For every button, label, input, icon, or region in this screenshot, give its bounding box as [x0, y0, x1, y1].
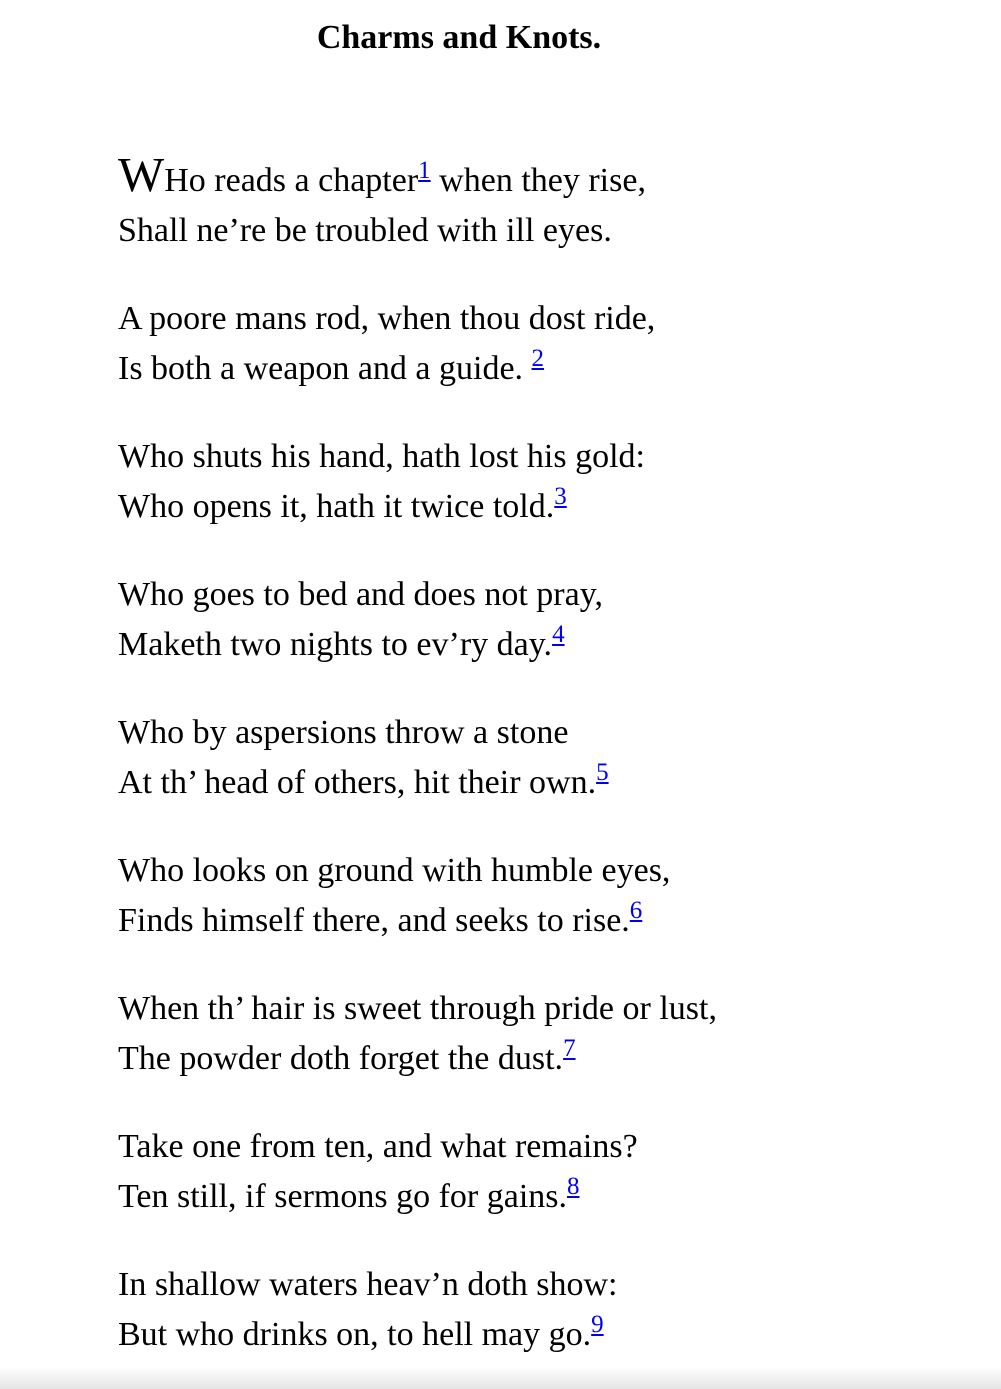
- stanza-1: [118, 147, 978, 256]
- verse-line: [118, 984, 978, 1034]
- verse-text: Who opens it, hath it twice told.: [118, 488, 555, 525]
- bottom-shadow: [0, 1367, 1001, 1389]
- drop-cap: W: [118, 147, 165, 202]
- footnote-link-9[interactable]: 9: [591, 1311, 604, 1338]
- verse-text: Who goes to bed and does not pray,: [118, 576, 604, 613]
- verse-text: At th’ head of others, hit their own.: [118, 764, 597, 801]
- verse-text: Shall ne’re be troubled with ill eyes.: [118, 212, 612, 249]
- footnote-link-2[interactable]: 2: [531, 345, 545, 372]
- verse-line: [118, 1260, 978, 1310]
- verse-text: Finds himself there, and seeks to rise.: [118, 902, 630, 939]
- verse-text: Who looks on ground with humble eyes,: [118, 852, 671, 889]
- verse-line: [118, 482, 978, 532]
- verse-line: [118, 206, 978, 256]
- verse-text: Take one from ten, and what remains?: [118, 1128, 638, 1165]
- verse-line: [118, 432, 978, 482]
- verse-line: [118, 570, 978, 620]
- verse-line: [118, 344, 978, 394]
- verse-text: In shallow waters heav’n doth show:: [118, 1266, 618, 1303]
- footnote-link-7[interactable]: 7: [563, 1035, 576, 1062]
- verse-text: Is both a weapon and a guide.: [118, 350, 532, 387]
- footnote-link-4[interactable]: 4: [552, 621, 565, 648]
- stanza-3: [118, 432, 978, 532]
- stanza-8: [118, 1122, 978, 1222]
- verse-line: [118, 846, 978, 896]
- verse-text: A poore mans rod, when thou dost ride,: [118, 300, 656, 337]
- verse-line: [118, 294, 978, 344]
- verse-line: [118, 896, 978, 946]
- verse-text: But who drinks on, to hell may go.: [118, 1316, 592, 1353]
- verse-line: [118, 147, 978, 206]
- verse-line: [118, 708, 978, 758]
- footnote-link-8[interactable]: 8: [567, 1173, 580, 1200]
- footnote-link-1[interactable]: 1: [418, 157, 431, 184]
- verse-line: [118, 1122, 978, 1172]
- verse-text: Ten still, if sermons go for gains.: [118, 1178, 568, 1215]
- verse-text: Who shuts his hand, hath lost his gold:: [118, 438, 645, 475]
- verse-line: [118, 1310, 978, 1360]
- poem-title: Charms and Knots.: [316, 19, 602, 56]
- verse-text: When th’ hair is sweet through pride or lust,: [118, 990, 717, 1027]
- stanza-2: [118, 294, 978, 394]
- verse-text: Maketh two nights to ev’ry day.: [118, 626, 553, 663]
- poem-body: [118, 147, 978, 1389]
- verse-text: The powder doth forget the dust.: [118, 1040, 564, 1077]
- verse-line: [118, 1034, 978, 1084]
- footnote-link-5[interactable]: 5: [596, 759, 609, 786]
- footnote-link-3[interactable]: 3: [554, 483, 567, 510]
- verse-line: [118, 1172, 978, 1222]
- verse-line: [118, 620, 978, 670]
- stanza-5: [118, 708, 978, 808]
- stanza-4: [118, 570, 978, 670]
- verse-text: Who by aspersions throw a stone: [118, 714, 569, 751]
- verse-text: Ho reads a chapter: [164, 162, 419, 199]
- stanza-6: [118, 846, 978, 946]
- verse-line: [118, 758, 978, 808]
- verse-text: when they rise,: [430, 162, 646, 199]
- stanza-7: [118, 984, 978, 1084]
- stanza-9: [118, 1260, 978, 1360]
- footnote-link-6[interactable]: 6: [629, 897, 643, 924]
